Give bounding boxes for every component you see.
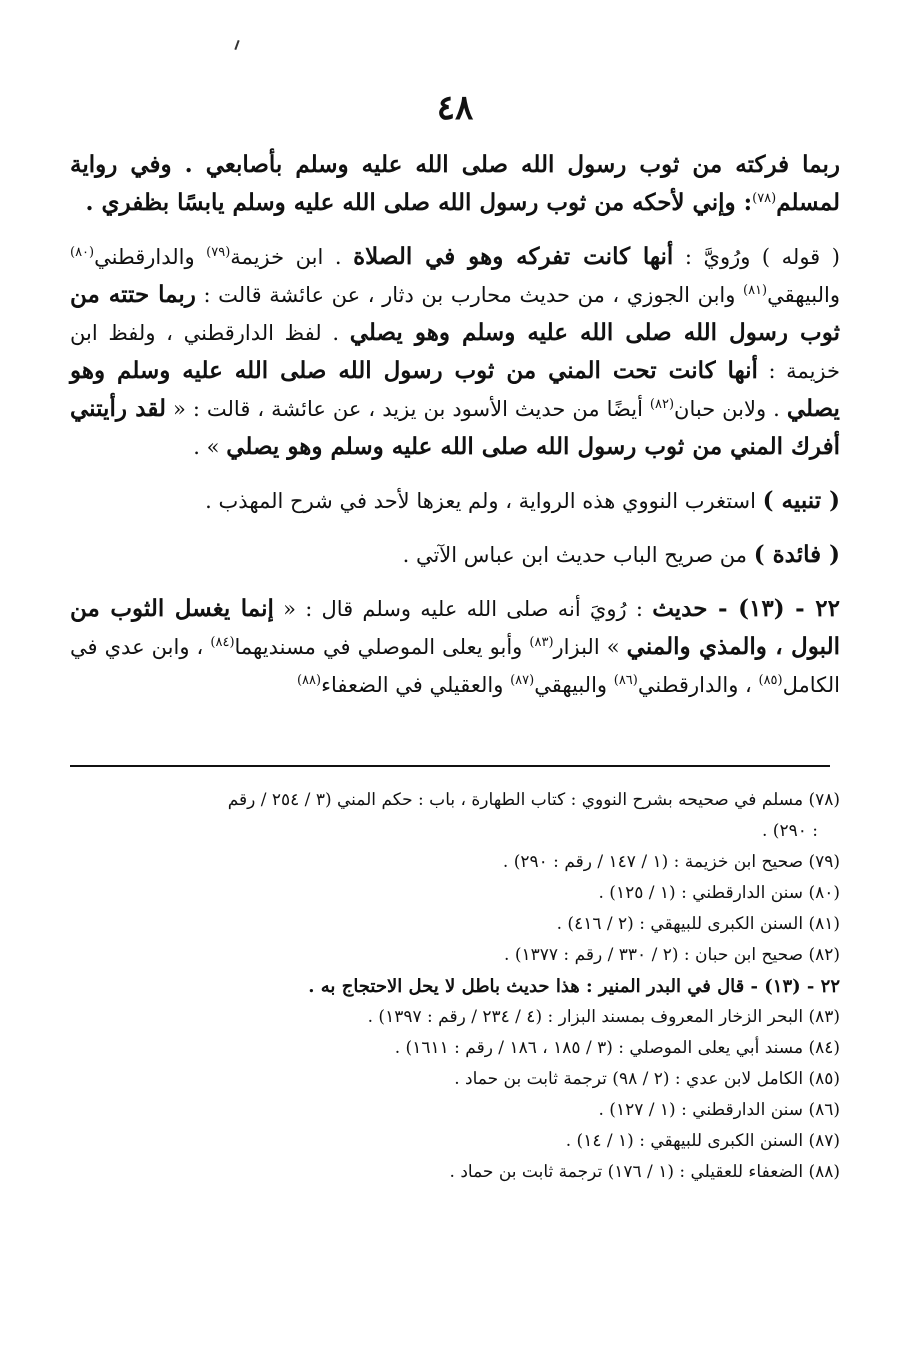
footnote-ref[interactable]: (٨٧) — [510, 673, 535, 688]
label: ( فائدة ) — [753, 541, 840, 568]
text: . ابن خزيمة — [230, 245, 342, 269]
text: والبيهقي — [767, 283, 840, 307]
footnote-ref[interactable]: (٧٩) — [206, 245, 231, 260]
text: من صريح الباب حديث ابن عباس الآتي . — [402, 543, 747, 567]
footnote-82: (٨٢) صحيح ابن حبان : (٢ / ٣٣٠ / رقم : ١٣٧٧) . — [504, 945, 840, 965]
footnote-84: (٨٤) مسند أبي يعلى الموصلي : (٣ / ١٨٥ ، ١٨٦ / رقم : ١٦١١) . — [394, 1038, 840, 1058]
footnote-ref[interactable]: (٨٢) — [649, 397, 675, 412]
text: . ولابن حبان — [674, 397, 780, 421]
footnote-ref[interactable]: (٨٣) — [529, 635, 554, 650]
hadith-text: ربما فركته من ثوب رسول الله صلى الله عليه وسلم بأصابعي . وفي رواية لمسلم — [70, 151, 840, 216]
text: ( قوله ) ورُويَّ : — [684, 245, 840, 269]
hadith-text: أنها كانت تفركه وهو في الصلاة — [353, 243, 674, 270]
footnote-ref[interactable]: (٨٨) — [296, 673, 322, 688]
text: والبيهقي — [534, 673, 608, 697]
footnote-78: (٧٨) مسلم في صحيحه بشرح النووي : كتاب الطهارة ، باب : حكم المني (٣ / ٢٥٤ / رقم — [227, 790, 840, 810]
footnote-22: ٢٢ - (١٣) - قال في البدر المنير : هذا حديث باطل لا يحل الاحتجاج به . — [308, 976, 840, 997]
text: » . — [193, 435, 220, 459]
scan-mark — [234, 40, 239, 50]
footnote-ref[interactable]: (٨١) — [742, 283, 768, 298]
text: أيضًا من حديث الأسود بن يزيد ، عن عائشة ، قالت : « — [173, 397, 643, 421]
hadith-text: : وإني لأحكه من ثوب رسول الله صلى الله عليه وسلم يابسًا بظفري . — [85, 189, 753, 216]
footnote-79: (٧٩) صحيح ابن خزيمة : (١ / ١٤٧ / رقم : ٢٩٠) . — [502, 852, 840, 872]
main-text — [70, 60, 840, 720]
footnote-ref[interactable]: (٨٠) — [70, 245, 95, 260]
footnote-divider — [70, 765, 830, 767]
paragraph-1 — [70, 146, 840, 222]
footnote-86: (٨٦) سنن الدارقطني : (١ / ١٢٧) . — [598, 1100, 840, 1120]
footnote-88: (٨٨) الضعفاء للعقيلي : (١ / ١٧٦) ترجمة ثابت بن حماد . — [449, 1162, 840, 1182]
hadith-text: لقد رأيتني أفرك المني من ثوب رسول الله صلى الله عليه وسلم وهو يصلي — [70, 395, 840, 460]
footnote-85: (٨٥) الكامل لابن عدي : (٢ / ٩٨) ترجمة ثابت بن حماد . — [454, 1069, 840, 1089]
hadith-number: ٢٢ - (١٣) - حديث — [652, 595, 840, 622]
page-number: ٤٨ — [436, 88, 474, 128]
footnote-ref[interactable]: (٨٥) — [758, 673, 783, 688]
label: ( تنبيه ) — [762, 487, 840, 514]
footnote-ref[interactable]: (٨٦) — [613, 673, 638, 688]
footnotes — [70, 785, 840, 1188]
footnote-83: (٨٣) البحر الزخار المعروف بمسند البزار : (٤ / ٢٣٤ / رقم : ١٣٩٧) . — [367, 1007, 840, 1027]
text: : رُويَ أنه صلى الله عليه وسلم قال : « — [283, 597, 643, 621]
paragraph-tanbih — [70, 482, 840, 520]
hadith-text: ربما حتته من ثوب رسول الله صلى الله عليه وسلم وهو يصلي — [70, 281, 840, 346]
text: . لفظ الدارقطني ، ولفظ ابن خزيمة : — [70, 321, 840, 383]
footnote-80: (٨٠) سنن الدارقطني : (١ / ١٢٥) . — [598, 883, 840, 903]
paragraph-2 — [70, 238, 840, 466]
text: ، والدارقطني — [637, 673, 752, 697]
footnote-87: (٨٧) السنن الكبرى للبيهقي : (١ / ١٤) . — [565, 1131, 840, 1151]
text: وأبو يعلى الموصلي في مسنديهما — [234, 635, 523, 659]
hadith-text: إنما يغسل الثوب من البول ، والمذي والمني — [70, 595, 840, 660]
text: والدارقطني — [94, 245, 195, 269]
text: ، وابن عدي في الكامل — [70, 635, 840, 697]
text: استغرب النووي هذه الرواية ، ولم يعزها لأحد في شرح المهذب . — [205, 489, 756, 513]
text: والعقيلي في الضعفاء — [321, 673, 504, 697]
hadith-text: أنها كانت تحت المني من ثوب رسول الله صلى الله عليه وسلم وهو يصلي — [70, 357, 840, 422]
text: وابن الجوزي ، من حديث محارب بن دثار ، عن عائشة قالت : — [203, 283, 736, 307]
footnote-ref[interactable]: (٧٨) — [752, 191, 777, 206]
paragraph-hadith-22 — [70, 590, 840, 704]
footnote-81: (٨١) السنن الكبرى للبيهقي : (٢ / ٤١٦) . — [556, 914, 840, 934]
text: » البزار — [553, 635, 620, 659]
footnote-ref[interactable]: (٨٤) — [210, 635, 235, 650]
footnote-78-cont: : ٢٩٠) . — [762, 821, 818, 841]
paragraph-faida — [70, 536, 840, 574]
